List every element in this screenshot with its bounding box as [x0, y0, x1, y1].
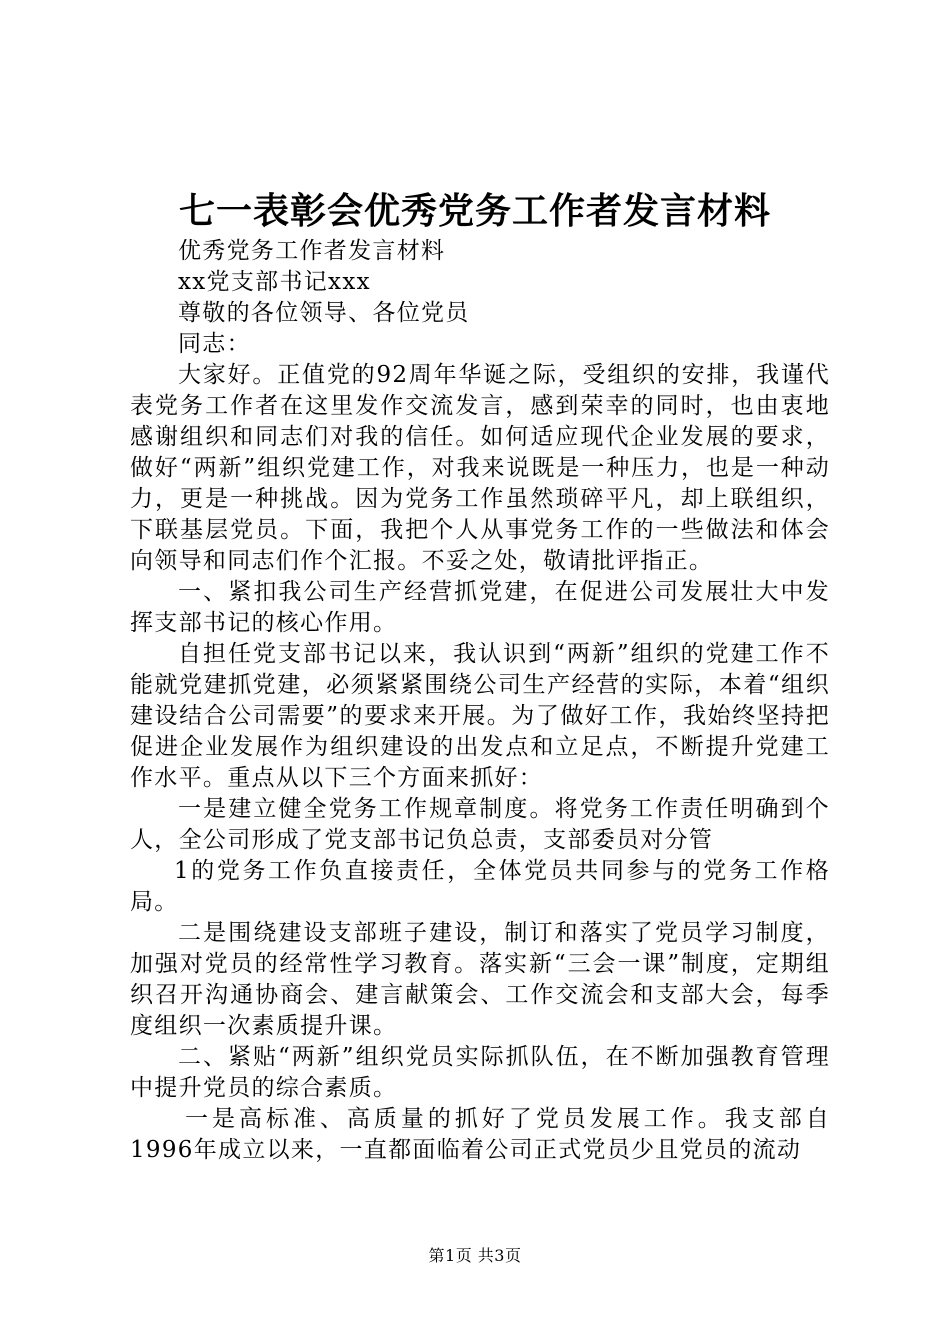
paragraph-comrades: 同志： [178, 331, 251, 357]
paragraph-author: xx党支部书记xxx [178, 269, 371, 295]
paragraph-section-2-point-1: 一是高标准、高质量的抓好了党员发展工作。我支部自1996年成立以来，一直都面临着公司正式党员少且党员的流动 [130, 1106, 830, 1163]
page-footer: 第1页 共3页 [428, 1246, 522, 1265]
paragraph-section-2-heading: 二、紧贴“两新”组织党员实际抓队伍，在不断加强教育管理中提升党员的综合素质。 [130, 1044, 830, 1101]
paragraph-section-1-body: 自担任党支部书记以来，我认识到“两新”组织的党建工作不能就党建抓党建，必须紧紧围绕公司生产经营的实际，本着“组织建设结合公司需要”的要求来开展。为了做好工作，我始终坚持把促进企业发展作为组织建设的出发点和立足点，不断提升党建工作水平。重点从以下三个方面来抓好： [130, 641, 830, 791]
paragraph-salutation: 尊敬的各位领导、各位党员 [178, 300, 470, 326]
paragraph-section-1-heading: 一、紧扣我公司生产经营抓党建，在促进公司发展壮大中发挥支部书记的核心作用。 [130, 579, 830, 636]
paragraph-point-2: 二是围绕建设支部班子建设，制订和落实了党员学习制度，加强对党员的经常性学习教育。落实新“三会一课”制度，定期组织召开沟通协商会、建言献策会、工作交流会和支部大会，每季度组织一次素质提升课。 [130, 920, 830, 1039]
document-body [130, 236, 830, 1166]
paragraph-subtitle: 优秀党务工作者发言材料 [178, 238, 446, 264]
document-title: 七一表彰会优秀党务工作者发言材料 [178, 190, 771, 232]
paragraph-intro: 大家好。正值党的92周年华诞之际，受组织的安排，我谨代表党务工作者在这里发作交流发言，感到荣幸的同时，也由衷地感谢组织和同志们对我的信任。如何适应现代企业发展的要求，做好“两新”组织党建工作，对我来说既是一种压力，也是一种动力，更是一种挑战。因为党务工作虽然琐碎平凡，却上联组织，下联基层党员。下面，我把个人从事党务工作的一些做法和体会向领导和同志们作个汇报。不妥之处，敬请批评指正。 [130, 362, 830, 574]
paragraph-point-1-cont: 1的党务工作负直接责任，全体党员共同参与的党务工作格局。 [130, 858, 830, 915]
paragraph-point-1: 一是建立健全党务工作规章制度。将党务工作责任明确到个人，全公司形成了党支部书记负总责，支部委员对分管 [130, 796, 830, 853]
